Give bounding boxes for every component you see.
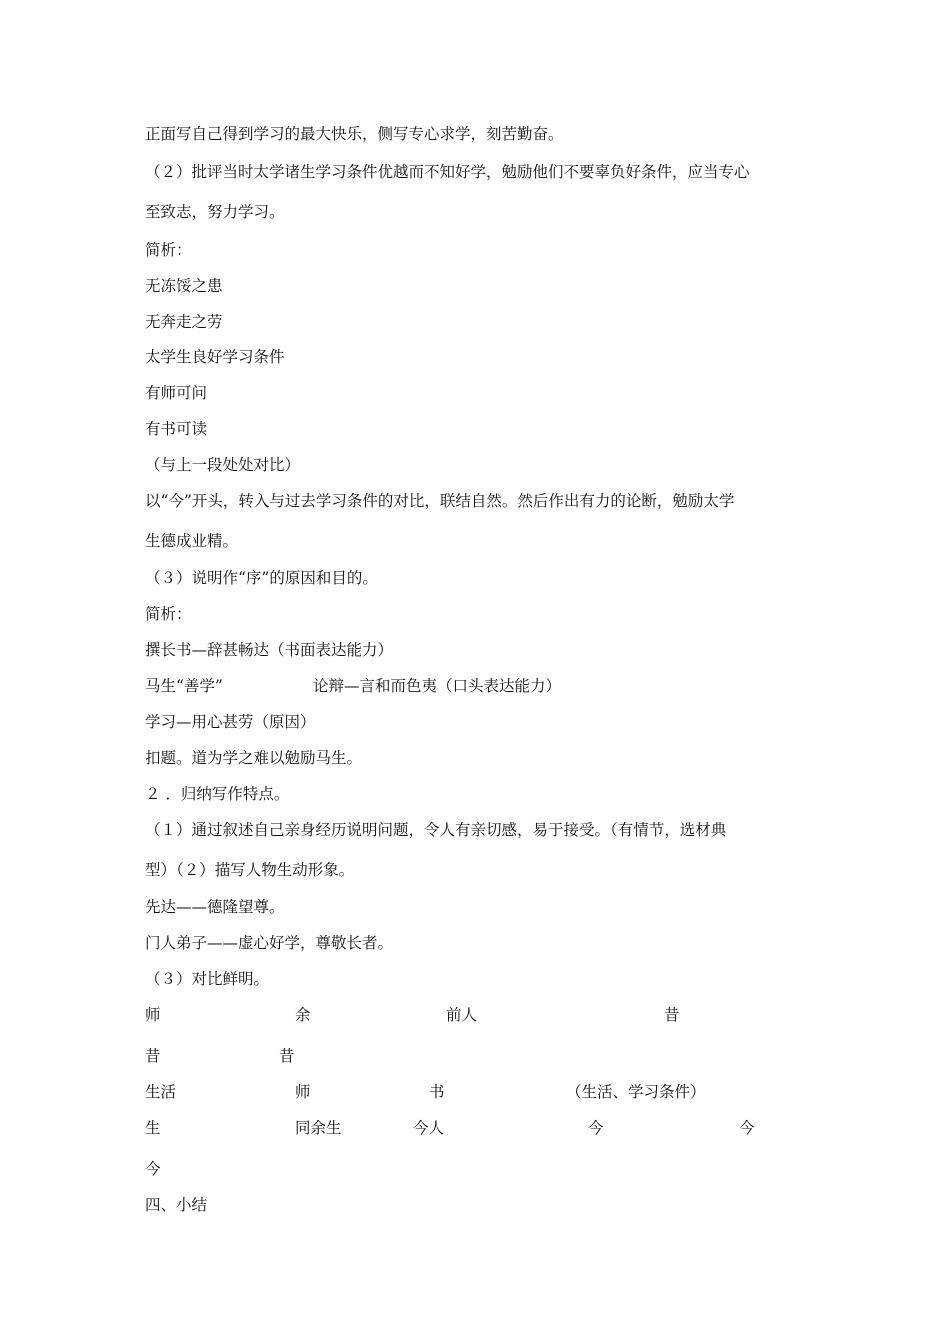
contrast-cell: 昔: [664, 1006, 680, 1024]
text-line: 论辩—言和而色夷（口头表达能力）: [313, 677, 562, 695]
text-line: 有书可读: [145, 420, 208, 438]
contrast-cell: 师: [145, 1006, 161, 1024]
contrast-cell: 师: [295, 1083, 311, 1101]
text-line: 简析：: [145, 605, 192, 623]
text-line: （２）批评当时太学诸生学习条件优越而不知好学，勉励他们不要辜负好条件，应当专心: [145, 163, 750, 181]
text-line: 有师可问: [145, 384, 208, 402]
contrast-cell: 今: [739, 1119, 755, 1137]
section-heading: ２ ．归纳写作特点。: [145, 785, 290, 803]
contrast-cell: 同余生: [295, 1119, 342, 1137]
contrast-cell: （生活、学习条件）: [566, 1083, 706, 1101]
contrast-cell: 今: [588, 1119, 604, 1137]
contrast-cell: 前人: [446, 1006, 478, 1024]
text-line: 太学生良好学习条件: [145, 348, 285, 366]
text-line: 简析：: [145, 241, 192, 259]
contrast-cell: 生: [145, 1119, 161, 1137]
contrast-cell: 昔: [145, 1047, 161, 1065]
text-line: （３）说明作“序”的原因和目的。: [145, 569, 378, 587]
section-heading: 四、小结: [145, 1196, 208, 1214]
text-line: 正面写自己得到学习的最大快乐，侧写专心求学，刻苦勤奋。: [145, 125, 564, 143]
text-line: 门人弟子——虚心好学，尊敬长者。: [145, 934, 394, 952]
text-line: （３）对比鲜明。: [145, 970, 270, 988]
text-line: 至致志，努力学习。: [145, 203, 285, 221]
text-line: 撰长书—辞甚畅达（书面表达能力）: [145, 641, 394, 659]
contrast-cell: 昔: [279, 1047, 295, 1065]
text-line: 先达——德隆望尊。: [145, 898, 285, 916]
text-line: 无冻馁之患: [145, 277, 223, 295]
contrast-cell: 余: [295, 1006, 311, 1024]
text-line: 型）（２）描写人物生动形象。: [145, 861, 355, 879]
text-line: 以“今”开头，转入与过去学习条件的对比，联结自然。然后作出有力的论断，勉励太学: [145, 492, 735, 510]
text-line: 学习—用心甚劳（原因）: [145, 713, 316, 731]
text-line: 无奔走之劳: [145, 313, 223, 331]
contrast-cell: 生活: [145, 1083, 177, 1101]
text-line: 生德成业精。: [145, 532, 239, 550]
contrast-cell: 今: [145, 1160, 161, 1178]
text-line: （１）通过叙述自己亲身经历说明问题，令人有亲切感，易于接受。（有情节，选材典: [145, 821, 727, 839]
text-line: 扣题。道为学之难以勉励马生。: [145, 749, 363, 767]
text-line: 马生“善学”: [145, 677, 223, 695]
text-line: （与上一段处处对比）: [145, 456, 301, 474]
contrast-cell: 书: [429, 1083, 445, 1101]
contrast-cell: 今人: [413, 1119, 445, 1137]
